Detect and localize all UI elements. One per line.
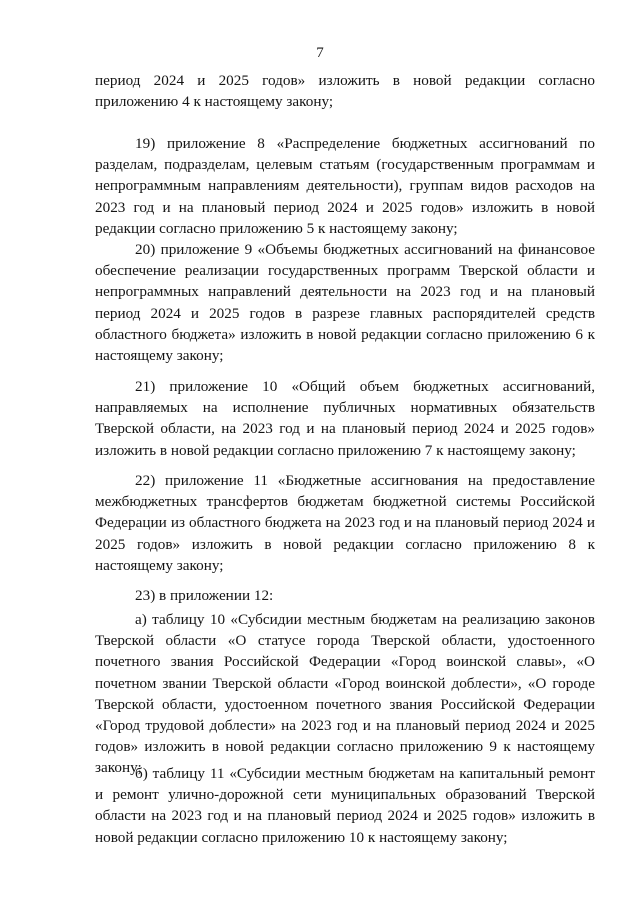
- page-number: 7: [316, 45, 324, 61]
- list-item-23-a: [95, 609, 595, 779]
- paragraph-text: 23) в приложении 12:: [135, 587, 274, 604]
- list-item-23: [95, 585, 595, 606]
- paragraph-text: 22) приложение 11 «Бюджетные ассигнования на предоставление межбюджетных трансфертов бюджетам бюджетной системы Российской Федерации из областного бюджета на 2023 год и на плановый период 2024 и 2025 годов» изложить в новой редакции согласно приложению 8 к настоящему закону;: [95, 472, 595, 574]
- list-item-21: [95, 376, 595, 461]
- paragraph-continuation: [95, 70, 595, 112]
- paragraph-text: период 2024 и 2025 годов» изложить в новой редакции согласно приложению 4 к настоящему закону;: [95, 72, 595, 111]
- list-item-19: [95, 133, 595, 239]
- list-item-23-b: [95, 763, 595, 848]
- paragraph-text: б) таблицу 11 «Субсидии местным бюджетам на капитальный ремонт и ремонт улично-дорожной сети муниципальных образований Тверской области на 2023 год и на плановый период 2024 и 2025 годов» изложить в новой редакции согласно приложению 10 к настоящему закону;: [95, 765, 595, 846]
- paragraph-text: 21) приложение 10 «Общий объем бюджетных ассигнований, направляемых на исполнение публичных нормативных обязательств Тверской области, на 2023 год и на плановый период 2024 и 2025 годов» изложить в новой редакции согласно приложению 7 к настоящему закону;: [95, 378, 595, 459]
- paragraph-text: 20) приложение 9 «Объемы бюджетных ассигнований на финансовое обеспечение реализации государственных программ Тверской области и непрограммных направлений деятельности на 2023 год и на плановый период 2024 и 2025 годов в разрезе главных распорядителей средств областного бюджета» изложить в новой редакции согласно приложению 6 к настоящему закону;: [95, 241, 595, 365]
- list-item-20: [95, 239, 595, 366]
- paragraph-text: 19) приложение 8 «Распределение бюджетных ассигнований по разделам, подразделам, целевым статьям (государственным программам и непрограммным направлениям деятельности), группам видов расходов на 2023 год и на плановый период 2024 и 2025 годов» изложить в новой редакции согласно приложению 5 к настоящему закону;: [95, 135, 595, 237]
- list-item-22: [95, 470, 595, 576]
- paragraph-text: а) таблицу 10 «Субсидии местным бюджетам на реализацию законов Тверской области «О статусе города Тверской области, удостоенного почетного звания Российской Федерации «Город воинской славы», «О почетном звании Тверской области «Город воинской доблести», «О городе Тверской области, удостоенном почетного звания Российской Федерации «Город трудовой доблести» на 2023 год и на плановый период 2024 и 2025 годов» изложить в новой редакции согласно приложению 9 к настоящему закону;: [95, 611, 595, 777]
